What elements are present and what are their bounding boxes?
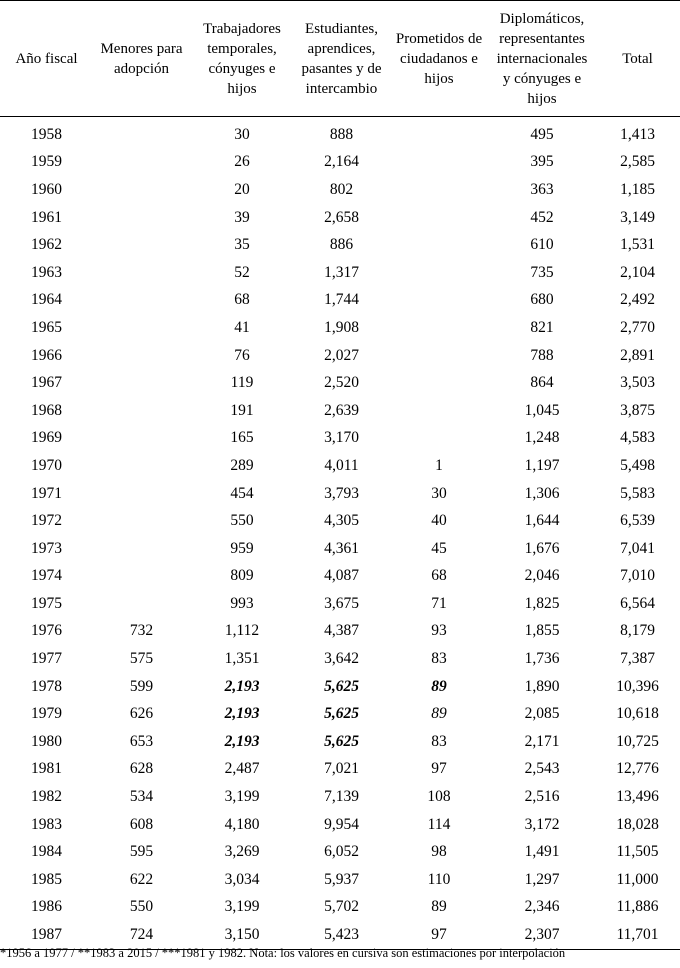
cell-adoption: 599 xyxy=(129,677,154,695)
cell-students: 2,658 xyxy=(324,208,359,226)
cell-diplomats: 1,197 xyxy=(524,456,560,474)
cell-temporary-workers: 2,193 xyxy=(224,677,260,695)
cell-total: 12,776 xyxy=(616,760,659,778)
header-diplomats: Diplomáticos, representantes internacionales y cónyuges e hijos xyxy=(489,1,595,117)
cell-total: 10,725 xyxy=(616,732,659,750)
cell-diplomats: 2,171 xyxy=(524,732,560,750)
cell-year: 1974 xyxy=(31,567,62,585)
cell-diplomats: 610 xyxy=(530,236,554,254)
cell-temporary-workers: 39 xyxy=(234,208,250,226)
cell-students: 4,387 xyxy=(324,622,359,640)
cell-year: 1961 xyxy=(31,208,62,226)
table-row xyxy=(0,590,680,618)
cell-students: 4,305 xyxy=(324,512,359,530)
cell-diplomats: 1,491 xyxy=(524,843,560,861)
cell-adoption xyxy=(93,397,190,425)
cell-diplomats: 452 xyxy=(530,208,554,226)
cell-adoption xyxy=(93,425,190,453)
cell-temporary-workers: 30 xyxy=(234,125,250,143)
cell-students: 3,170 xyxy=(324,429,359,447)
cell-adoption xyxy=(93,259,190,287)
cell-fiances: 97 xyxy=(431,760,447,778)
cell-year: 1962 xyxy=(31,236,62,254)
cell-adoption xyxy=(93,535,190,563)
cell-year: 1971 xyxy=(31,484,62,502)
cell-total: 1,413 xyxy=(620,125,655,143)
cell-year: 1958 xyxy=(31,125,62,143)
cell-temporary-workers: 993 xyxy=(230,594,254,612)
cell-total: 2,585 xyxy=(620,153,655,171)
header-temporary-workers: Trabajadores temporales, cónyuges e hijos xyxy=(190,1,294,117)
table-row xyxy=(0,259,680,287)
cell-students: 2,520 xyxy=(324,374,359,392)
cell-adoption: 626 xyxy=(129,705,154,723)
cell-temporary-workers: 41 xyxy=(234,318,250,336)
cell-fiances: 110 xyxy=(427,870,451,888)
table-row xyxy=(0,507,680,535)
cell-temporary-workers: 68 xyxy=(234,291,250,309)
cell-year: 1968 xyxy=(31,401,62,419)
cell-students: 3,642 xyxy=(324,650,359,668)
cell-diplomats: 1,855 xyxy=(524,622,560,640)
header-fiances: Prometidos de ciudadanos e hijos xyxy=(389,1,489,117)
cell-total: 3,149 xyxy=(620,208,655,226)
header-row xyxy=(0,1,680,117)
cell-total: 11,505 xyxy=(616,843,659,861)
table-row xyxy=(0,342,680,370)
cell-fiances: 98 xyxy=(431,843,447,861)
cell-diplomats: 735 xyxy=(530,263,554,281)
cell-temporary-workers: 2,193 xyxy=(224,705,260,723)
cell-total: 2,891 xyxy=(620,346,655,364)
cell-temporary-workers: 3,150 xyxy=(190,921,294,949)
cell-fiances xyxy=(389,176,489,204)
cell-fiances xyxy=(389,397,489,425)
cell-adoption: 628 xyxy=(129,760,154,778)
cell-total: 6,564 xyxy=(620,594,655,612)
cell-fiances xyxy=(389,342,489,370)
cell-fiances xyxy=(389,369,489,397)
cell-adoption: 732 xyxy=(129,622,154,640)
cell-students: 3,675 xyxy=(324,594,359,612)
cell-total: 7,041 xyxy=(620,539,655,557)
table-row xyxy=(0,618,680,646)
cell-year: 1963 xyxy=(31,263,62,281)
cell-temporary-workers: 165 xyxy=(230,429,254,447)
table-row xyxy=(0,480,680,508)
cell-total: 2,770 xyxy=(620,318,655,336)
cell-year: 1960 xyxy=(31,180,62,198)
cell-fiances: 83 xyxy=(431,732,447,750)
cell-year: 1985 xyxy=(31,870,62,888)
cell-fiances xyxy=(389,149,489,177)
cell-adoption: 622 xyxy=(129,870,154,888)
cell-students: 6,052 xyxy=(324,843,359,861)
table-row xyxy=(0,452,680,480)
cell-temporary-workers: 289 xyxy=(230,456,254,474)
cell-year: 1986 xyxy=(31,898,62,916)
cell-temporary-workers: 2,487 xyxy=(224,760,260,778)
cell-students: 888 xyxy=(329,125,354,143)
cell-temporary-workers: 76 xyxy=(234,346,250,364)
cell-adoption xyxy=(93,149,190,177)
cell-fiances: 89 xyxy=(431,677,447,695)
cell-year: 1978 xyxy=(31,677,62,695)
cell-students: 9,954 xyxy=(324,815,359,833)
table-row xyxy=(0,287,680,315)
cell-students: 1,908 xyxy=(324,318,359,336)
footnote: *1956 a 1977 / **1983 a 2015 / ***1981 y 1982. Nota: los valores en cursiva son estimaciones por interpolación xyxy=(0,946,566,960)
cell-fiances xyxy=(389,204,489,232)
cell-adoption xyxy=(93,231,190,259)
cell-diplomats: 680 xyxy=(530,291,554,309)
cell-students: 3,793 xyxy=(324,484,359,502)
table-row xyxy=(0,176,680,204)
cell-year: 1972 xyxy=(31,512,62,530)
cell-year: 1965 xyxy=(31,318,62,336)
cell-diplomats: 363 xyxy=(530,180,554,198)
cell-diplomats: 3,172 xyxy=(524,815,560,833)
table-row xyxy=(0,563,680,591)
table-row xyxy=(0,397,680,425)
cell-fiances: 93 xyxy=(431,622,447,640)
cell-year: 1983 xyxy=(31,815,62,833)
cell-total: 18,028 xyxy=(616,815,659,833)
cell-students: 7,021 xyxy=(324,760,359,778)
cell-temporary-workers: 1,112 xyxy=(224,622,260,640)
cell-year: 1967 xyxy=(31,374,62,392)
cell-fiances: 89 xyxy=(431,898,447,916)
cell-diplomats: 1,306 xyxy=(524,484,560,502)
cell-temporary-workers: 26 xyxy=(234,153,250,171)
cell-year: 1966 xyxy=(31,346,62,364)
cell-adoption xyxy=(93,507,190,535)
cell-students: 5,423 xyxy=(294,921,389,949)
table-row xyxy=(0,728,680,756)
cell-temporary-workers: 809 xyxy=(230,567,254,585)
cell-temporary-workers: 20 xyxy=(234,180,250,198)
cell-adoption xyxy=(93,369,190,397)
cell-adoption xyxy=(93,452,190,480)
cell-temporary-workers: 3,034 xyxy=(224,870,260,888)
cell-students: 5,625 xyxy=(324,705,359,723)
cell-diplomats: 495 xyxy=(530,125,554,143)
cell-total: 11,701 xyxy=(595,921,680,949)
cell-diplomats: 864 xyxy=(530,374,554,392)
table-row xyxy=(0,866,680,894)
cell-adoption xyxy=(93,480,190,508)
cell-fiances: 30 xyxy=(431,484,447,502)
cell-diplomats: 788 xyxy=(530,346,554,364)
cell-diplomats: 2,085 xyxy=(524,705,560,723)
cell-temporary-workers: 52 xyxy=(234,263,250,281)
cell-fiances xyxy=(389,259,489,287)
cell-adoption: 724 xyxy=(93,921,190,949)
table-row xyxy=(0,117,680,149)
cell-year: 1959 xyxy=(31,153,62,171)
cell-year: 1980 xyxy=(31,732,62,750)
header-students: Estudiantes, aprendices, pasantes y de intercambio xyxy=(294,1,389,117)
cell-diplomats: 2,516 xyxy=(524,788,560,806)
cell-fiances: 97 xyxy=(389,921,489,949)
table-row xyxy=(0,645,680,673)
cell-students: 4,361 xyxy=(324,539,359,557)
cell-diplomats: 1,297 xyxy=(524,870,560,888)
header-year: Año fiscal xyxy=(0,1,93,117)
cell-adoption xyxy=(93,176,190,204)
cell-temporary-workers: 191 xyxy=(230,401,254,419)
cell-diplomats: 2,346 xyxy=(524,898,560,916)
cell-total: 6,539 xyxy=(620,512,655,530)
cell-students: 1,317 xyxy=(324,263,359,281)
cell-adoption xyxy=(93,342,190,370)
cell-students: 4,011 xyxy=(324,456,359,474)
cell-students: 5,702 xyxy=(324,898,359,916)
cell-fiances: 1 xyxy=(435,456,443,474)
cell-adoption: 608 xyxy=(129,815,154,833)
cell-temporary-workers: 3,199 xyxy=(224,788,260,806)
cell-students: 4,087 xyxy=(324,567,359,585)
table-row xyxy=(0,149,680,177)
cell-year: 1964 xyxy=(31,291,62,309)
table-row xyxy=(0,894,680,922)
cell-total: 10,618 xyxy=(616,705,659,723)
cell-year: 1982 xyxy=(31,788,62,806)
cell-temporary-workers: 2,193 xyxy=(224,732,260,750)
cell-fiances: 83 xyxy=(431,650,447,668)
cell-students: 5,625 xyxy=(324,677,359,695)
cell-temporary-workers: 959 xyxy=(230,539,254,557)
header-total: Total xyxy=(595,1,680,117)
cell-total: 1,531 xyxy=(620,236,655,254)
cell-students: 5,937 xyxy=(324,870,359,888)
table-row xyxy=(0,673,680,701)
cell-total: 7,010 xyxy=(620,567,655,585)
cell-diplomats: 2,046 xyxy=(524,567,560,585)
cell-year: 1969 xyxy=(31,429,62,447)
cell-total: 3,875 xyxy=(620,401,655,419)
cell-year: 1979 xyxy=(31,705,62,723)
table-row xyxy=(0,204,680,232)
table-row xyxy=(0,783,680,811)
cell-year: 1981 xyxy=(31,760,62,778)
cell-temporary-workers: 3,199 xyxy=(224,898,260,916)
cell-year: 1973 xyxy=(31,539,62,557)
table-body xyxy=(0,117,680,950)
cell-fiances: 108 xyxy=(427,788,451,806)
cell-total: 13,496 xyxy=(616,788,659,806)
cell-diplomats: 1,736 xyxy=(524,650,560,668)
cell-total: 11,886 xyxy=(616,898,659,916)
cell-diplomats: 2,543 xyxy=(524,760,560,778)
cell-adoption: 653 xyxy=(129,732,154,750)
cell-temporary-workers: 4,180 xyxy=(224,815,260,833)
cell-total: 2,492 xyxy=(620,291,655,309)
cell-adoption xyxy=(93,590,190,618)
table-row xyxy=(0,425,680,453)
cell-students: 2,164 xyxy=(324,153,359,171)
cell-fiances: 40 xyxy=(431,512,447,530)
cell-fiances xyxy=(389,117,489,149)
cell-diplomats: 821 xyxy=(530,318,554,336)
cell-adoption xyxy=(93,287,190,315)
cell-fiances: 68 xyxy=(431,567,447,585)
cell-total: 2,104 xyxy=(620,263,655,281)
table-row xyxy=(0,811,680,839)
cell-diplomats: 1,045 xyxy=(524,401,560,419)
cell-temporary-workers: 3,269 xyxy=(224,843,260,861)
cell-fiances xyxy=(389,231,489,259)
cell-adoption xyxy=(93,204,190,232)
cell-fiances: 71 xyxy=(431,594,447,612)
cell-total: 10,396 xyxy=(616,677,659,695)
cell-students: 7,139 xyxy=(324,788,359,806)
cell-students: 1,744 xyxy=(324,291,359,309)
cell-temporary-workers: 454 xyxy=(230,484,254,502)
cell-diplomats: 1,825 xyxy=(524,594,560,612)
cell-temporary-workers: 1,351 xyxy=(224,650,260,668)
cell-total: 5,498 xyxy=(620,456,655,474)
cell-fiances xyxy=(389,314,489,342)
header-adoption: Menores para adopción xyxy=(93,1,190,117)
cell-year: 1970 xyxy=(31,456,62,474)
cell-adoption: 550 xyxy=(129,898,154,916)
cell-fiances xyxy=(389,425,489,453)
cell-students: 2,639 xyxy=(324,401,359,419)
table-row xyxy=(0,838,680,866)
cell-diplomats: 2,307 xyxy=(489,921,595,949)
cell-adoption: 575 xyxy=(129,650,154,668)
cell-total: 1,185 xyxy=(620,180,655,198)
cell-diplomats: 1,248 xyxy=(524,429,560,447)
table-row xyxy=(0,369,680,397)
cell-diplomats: 1,890 xyxy=(524,677,560,695)
table-row xyxy=(0,756,680,784)
cell-adoption: 595 xyxy=(129,843,154,861)
cell-year: 1987 xyxy=(0,921,93,949)
cell-fiances xyxy=(389,287,489,315)
table-row xyxy=(0,700,680,728)
table-row xyxy=(0,231,680,259)
cell-fiances: 114 xyxy=(427,815,451,833)
cell-fiances: 89 xyxy=(431,705,447,723)
cell-total: 8,179 xyxy=(620,622,655,640)
cell-students: 2,027 xyxy=(324,346,359,364)
cell-fiances: 45 xyxy=(431,539,447,557)
cell-total: 4,583 xyxy=(620,429,655,447)
cell-year: 1984 xyxy=(31,843,62,861)
cell-diplomats: 1,676 xyxy=(524,539,560,557)
cell-total: 11,000 xyxy=(616,870,659,888)
cell-adoption xyxy=(93,563,190,591)
cell-students: 5,625 xyxy=(324,732,359,750)
cell-year: 1976 xyxy=(31,622,62,640)
table-row xyxy=(0,314,680,342)
cell-total: 5,583 xyxy=(620,484,655,502)
cell-total: 3,503 xyxy=(620,374,655,392)
cell-adoption xyxy=(93,314,190,342)
cell-adoption: 534 xyxy=(129,788,154,806)
cell-diplomats: 395 xyxy=(530,153,554,171)
cell-students: 886 xyxy=(329,236,354,254)
cell-year: 1975 xyxy=(31,594,62,612)
cell-students: 802 xyxy=(329,180,354,198)
cell-temporary-workers: 550 xyxy=(230,512,254,530)
cell-year: 1977 xyxy=(31,650,62,668)
table-row xyxy=(0,535,680,563)
cell-temporary-workers: 119 xyxy=(230,374,254,392)
cell-total: 7,387 xyxy=(620,650,655,668)
cell-diplomats: 1,644 xyxy=(524,512,560,530)
cell-temporary-workers: 35 xyxy=(234,236,250,254)
cell-adoption xyxy=(93,117,190,149)
